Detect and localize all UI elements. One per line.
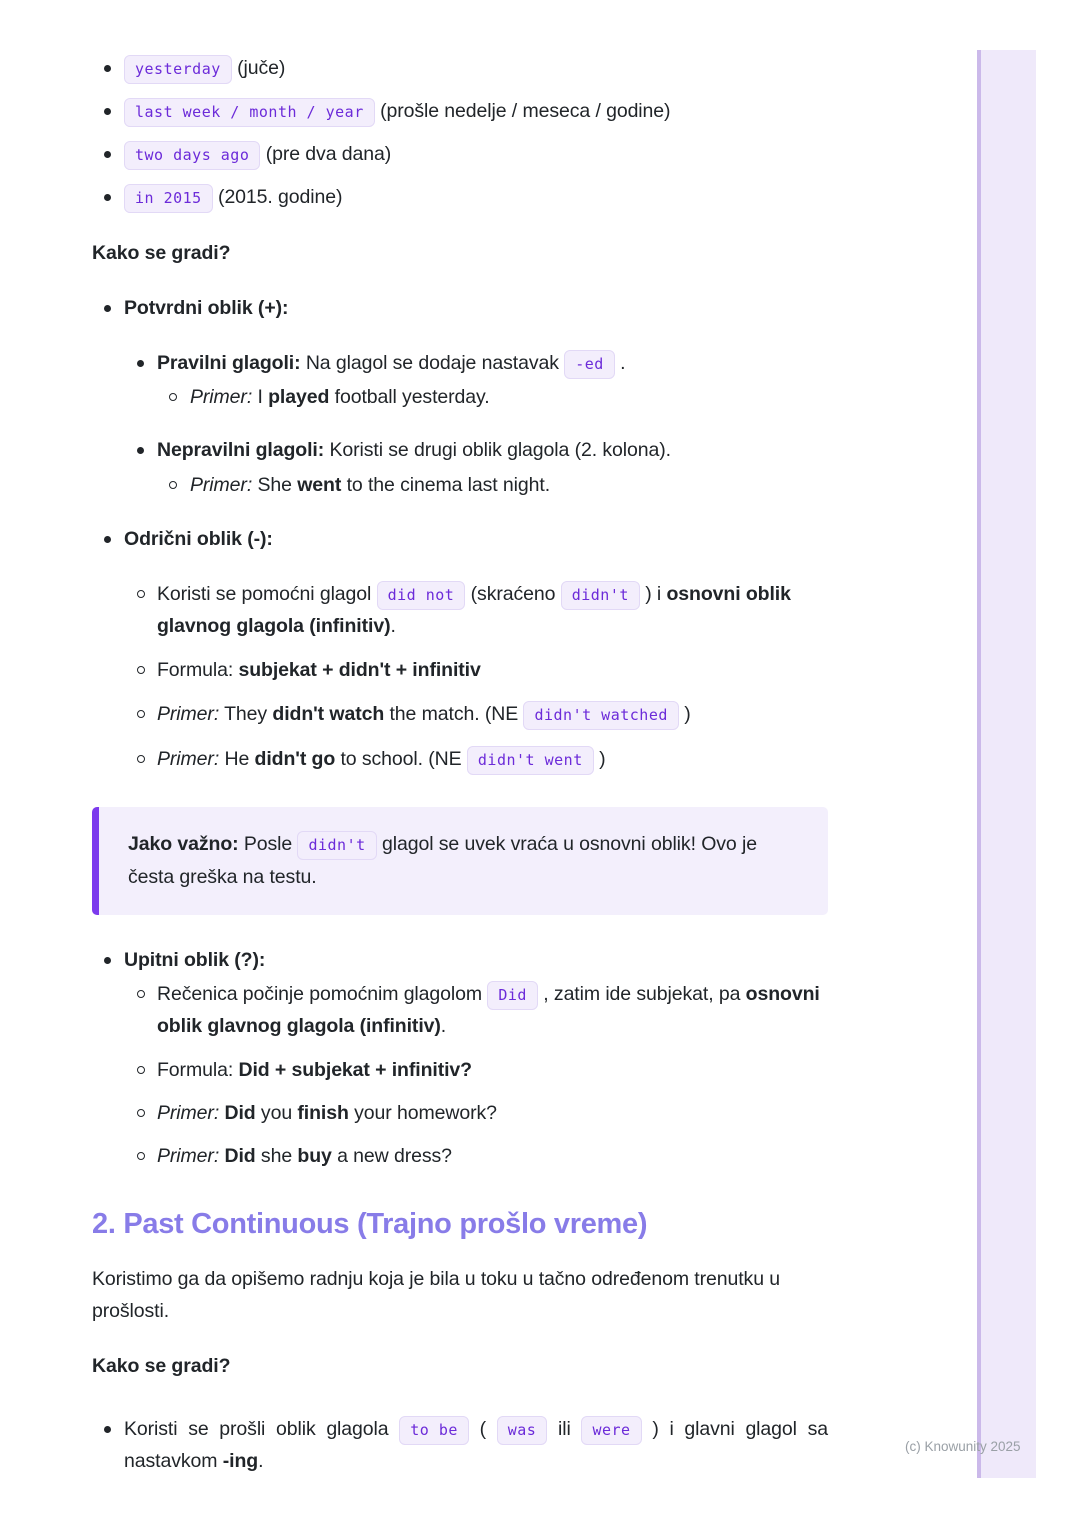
- list-item-upitni-oblik: [92, 944, 828, 976]
- copyright-footer: (c) Knowunity 2025: [905, 1439, 1021, 1454]
- body-text: i glavni glagol sa nastavkom: [124, 1418, 828, 1472]
- code-chip-didnt: didn't: [561, 581, 640, 610]
- body-text: (: [479, 1418, 487, 1440]
- list-item-odricni-oblik: [92, 523, 828, 555]
- list-item-pravilni-glagoli: [92, 347, 828, 379]
- body-text: the match. (NE: [389, 703, 519, 725]
- list-item-text: (2015. godine): [218, 186, 343, 208]
- body-text: Formula:: [157, 659, 234, 681]
- list-item-last-week: [92, 95, 828, 127]
- term-label: Potvrdni oblik (+):: [124, 297, 289, 319]
- term-label: Nepravilni glagoli:: [157, 439, 325, 461]
- emphasis-text: buy: [297, 1145, 332, 1167]
- list-item-recenica-did: [92, 978, 828, 1042]
- callout-label: Jako važno:: [128, 833, 239, 855]
- body-text: Koristi se pomoćni glagol: [157, 583, 372, 605]
- body-text: .: [620, 352, 626, 374]
- body-text: to the cinema last night.: [346, 474, 551, 496]
- emphasis-text: went: [297, 474, 342, 496]
- body-text: a new dress?: [337, 1145, 452, 1167]
- term-label: Upitni oblik (?):: [124, 949, 266, 971]
- body-text: , zatim ide subjekat, pa: [543, 983, 741, 1005]
- list-item-formula-question: [92, 1054, 828, 1086]
- body-text: I: [257, 386, 263, 408]
- list-item-primer-did-finish: [92, 1097, 828, 1129]
- emphasis-text: finish: [297, 1102, 349, 1124]
- primer-label: Primer:: [157, 1145, 220, 1167]
- section-heading-past-continuous: 2. Past Continuous (Trajno prošlo vreme): [92, 1208, 648, 1240]
- code-chip-last-week: last week / month / year: [124, 98, 375, 127]
- list-item-potvrdni-oblik: [92, 292, 828, 324]
- document-content: [92, 52, 828, 1477]
- body-text: .: [258, 1450, 264, 1472]
- body-text: .: [390, 615, 396, 637]
- list-item-primer-didnt-watch: [92, 698, 828, 730]
- emphasis-text: osnovni oblik glavnog glagola (infinitiv): [157, 983, 820, 1037]
- code-chip-were: were: [581, 1416, 641, 1445]
- body-text: .: [440, 1015, 447, 1037]
- body-text: Koristi se prošli oblik glagola: [124, 1418, 389, 1440]
- list-item-text: (pre dva dana): [265, 143, 392, 165]
- code-chip-did-not: did not: [377, 581, 466, 610]
- body-text: you: [260, 1102, 293, 1124]
- emphasis-text: didn't go: [254, 748, 336, 770]
- body-text: your homework?: [354, 1102, 497, 1124]
- body-text: She: [257, 474, 292, 496]
- body-text: she: [260, 1145, 293, 1167]
- list-item-text: (prošle nedelje / meseca / godine): [380, 100, 671, 122]
- list-item-koristi-to-be: [92, 1413, 828, 1477]
- emphasis-text: Did + subjekat + infinitiv?: [238, 1059, 472, 1081]
- code-chip-to-be: to be: [399, 1416, 469, 1445]
- body-text: ) i: [645, 583, 662, 605]
- important-note-callout: [92, 807, 828, 915]
- term-label: Pravilni glagoli:: [157, 352, 301, 374]
- body-text: ): [599, 748, 606, 770]
- primer-label: Primer:: [157, 748, 220, 770]
- body-text: football yesterday.: [334, 386, 490, 408]
- code-chip-in-2015: in 2015: [124, 184, 213, 213]
- list-item-yesterday: [92, 52, 828, 84]
- emphasis-text: didn't watch: [272, 703, 385, 725]
- list-item-koristi-did-not: [92, 578, 828, 642]
- list-item-primer-played: [92, 381, 828, 413]
- body-text: Rečenica počinje pomoćnim glagolom: [157, 983, 483, 1005]
- emphasis-text: -ing: [222, 1450, 259, 1472]
- code-chip-two-days-ago: two days ago: [124, 141, 260, 170]
- primer-label: Primer:: [190, 386, 253, 408]
- list-item-text: (juče): [237, 57, 286, 79]
- list-item-nepravilni-glagoli: [92, 434, 828, 466]
- list-item-primer-didnt-go: [92, 743, 828, 775]
- list-item-primer-went: [92, 469, 828, 501]
- emphasis-text: played: [268, 386, 330, 408]
- code-chip-was: was: [497, 1416, 548, 1445]
- list-item-primer-did-buy: [92, 1140, 828, 1172]
- code-chip-did: Did: [487, 981, 538, 1010]
- kako-se-gradi-heading-1: Kako se gradi?: [92, 242, 231, 264]
- code-chip-yesterday: yesterday: [124, 55, 232, 84]
- body-text: glagol se uvek vraća u osnovni oblik! Ovo je česta greška na testu.: [128, 833, 757, 888]
- code-chip-ed: -ed: [564, 350, 615, 379]
- body-text: ili: [558, 1418, 571, 1440]
- body-text: Formula:: [157, 1059, 234, 1081]
- body-text: They: [224, 703, 268, 725]
- code-chip-didnt-watched: didn't watched: [523, 701, 678, 730]
- primer-label: Primer:: [190, 474, 253, 496]
- term-label: Odrični oblik (-):: [124, 528, 273, 550]
- body-text: ): [684, 703, 691, 725]
- list-item-formula-negative: [92, 654, 828, 686]
- body-text: Na glagol se dodaje nastavak: [305, 352, 559, 374]
- code-chip-didnt-callout: didn't: [297, 831, 376, 860]
- section-intro-paragraph: Koristimo ga da opišemo radnju koja je bila u toku u tačno određenom trenutku u prošlosti.: [92, 1268, 781, 1322]
- list-item-in-2015: [92, 181, 828, 213]
- emphasis-text: Did: [224, 1102, 256, 1124]
- emphasis-text: Did: [224, 1145, 256, 1167]
- primer-label: Primer:: [157, 1102, 220, 1124]
- kako-se-gradi-heading-2: Kako se gradi?: [92, 1355, 231, 1377]
- code-chip-didnt-went: didn't went: [467, 746, 594, 775]
- body-text: Koristi se drugi oblik glagola (2. kolona).: [329, 439, 671, 461]
- emphasis-text: osnovni oblik glavnog glagola (infinitiv): [157, 583, 791, 637]
- body-text: to school. (NE: [340, 748, 462, 770]
- emphasis-text: subjekat + didn't + infinitiv: [238, 659, 481, 681]
- body-text: Posle: [243, 833, 293, 855]
- list-item-two-days-ago: [92, 138, 828, 170]
- primer-label: Primer:: [157, 703, 220, 725]
- body-text: He: [224, 748, 250, 770]
- body-text: (skraćeno: [470, 583, 556, 605]
- page-margin-strip: [977, 50, 1036, 1478]
- body-text: ): [652, 1418, 659, 1440]
